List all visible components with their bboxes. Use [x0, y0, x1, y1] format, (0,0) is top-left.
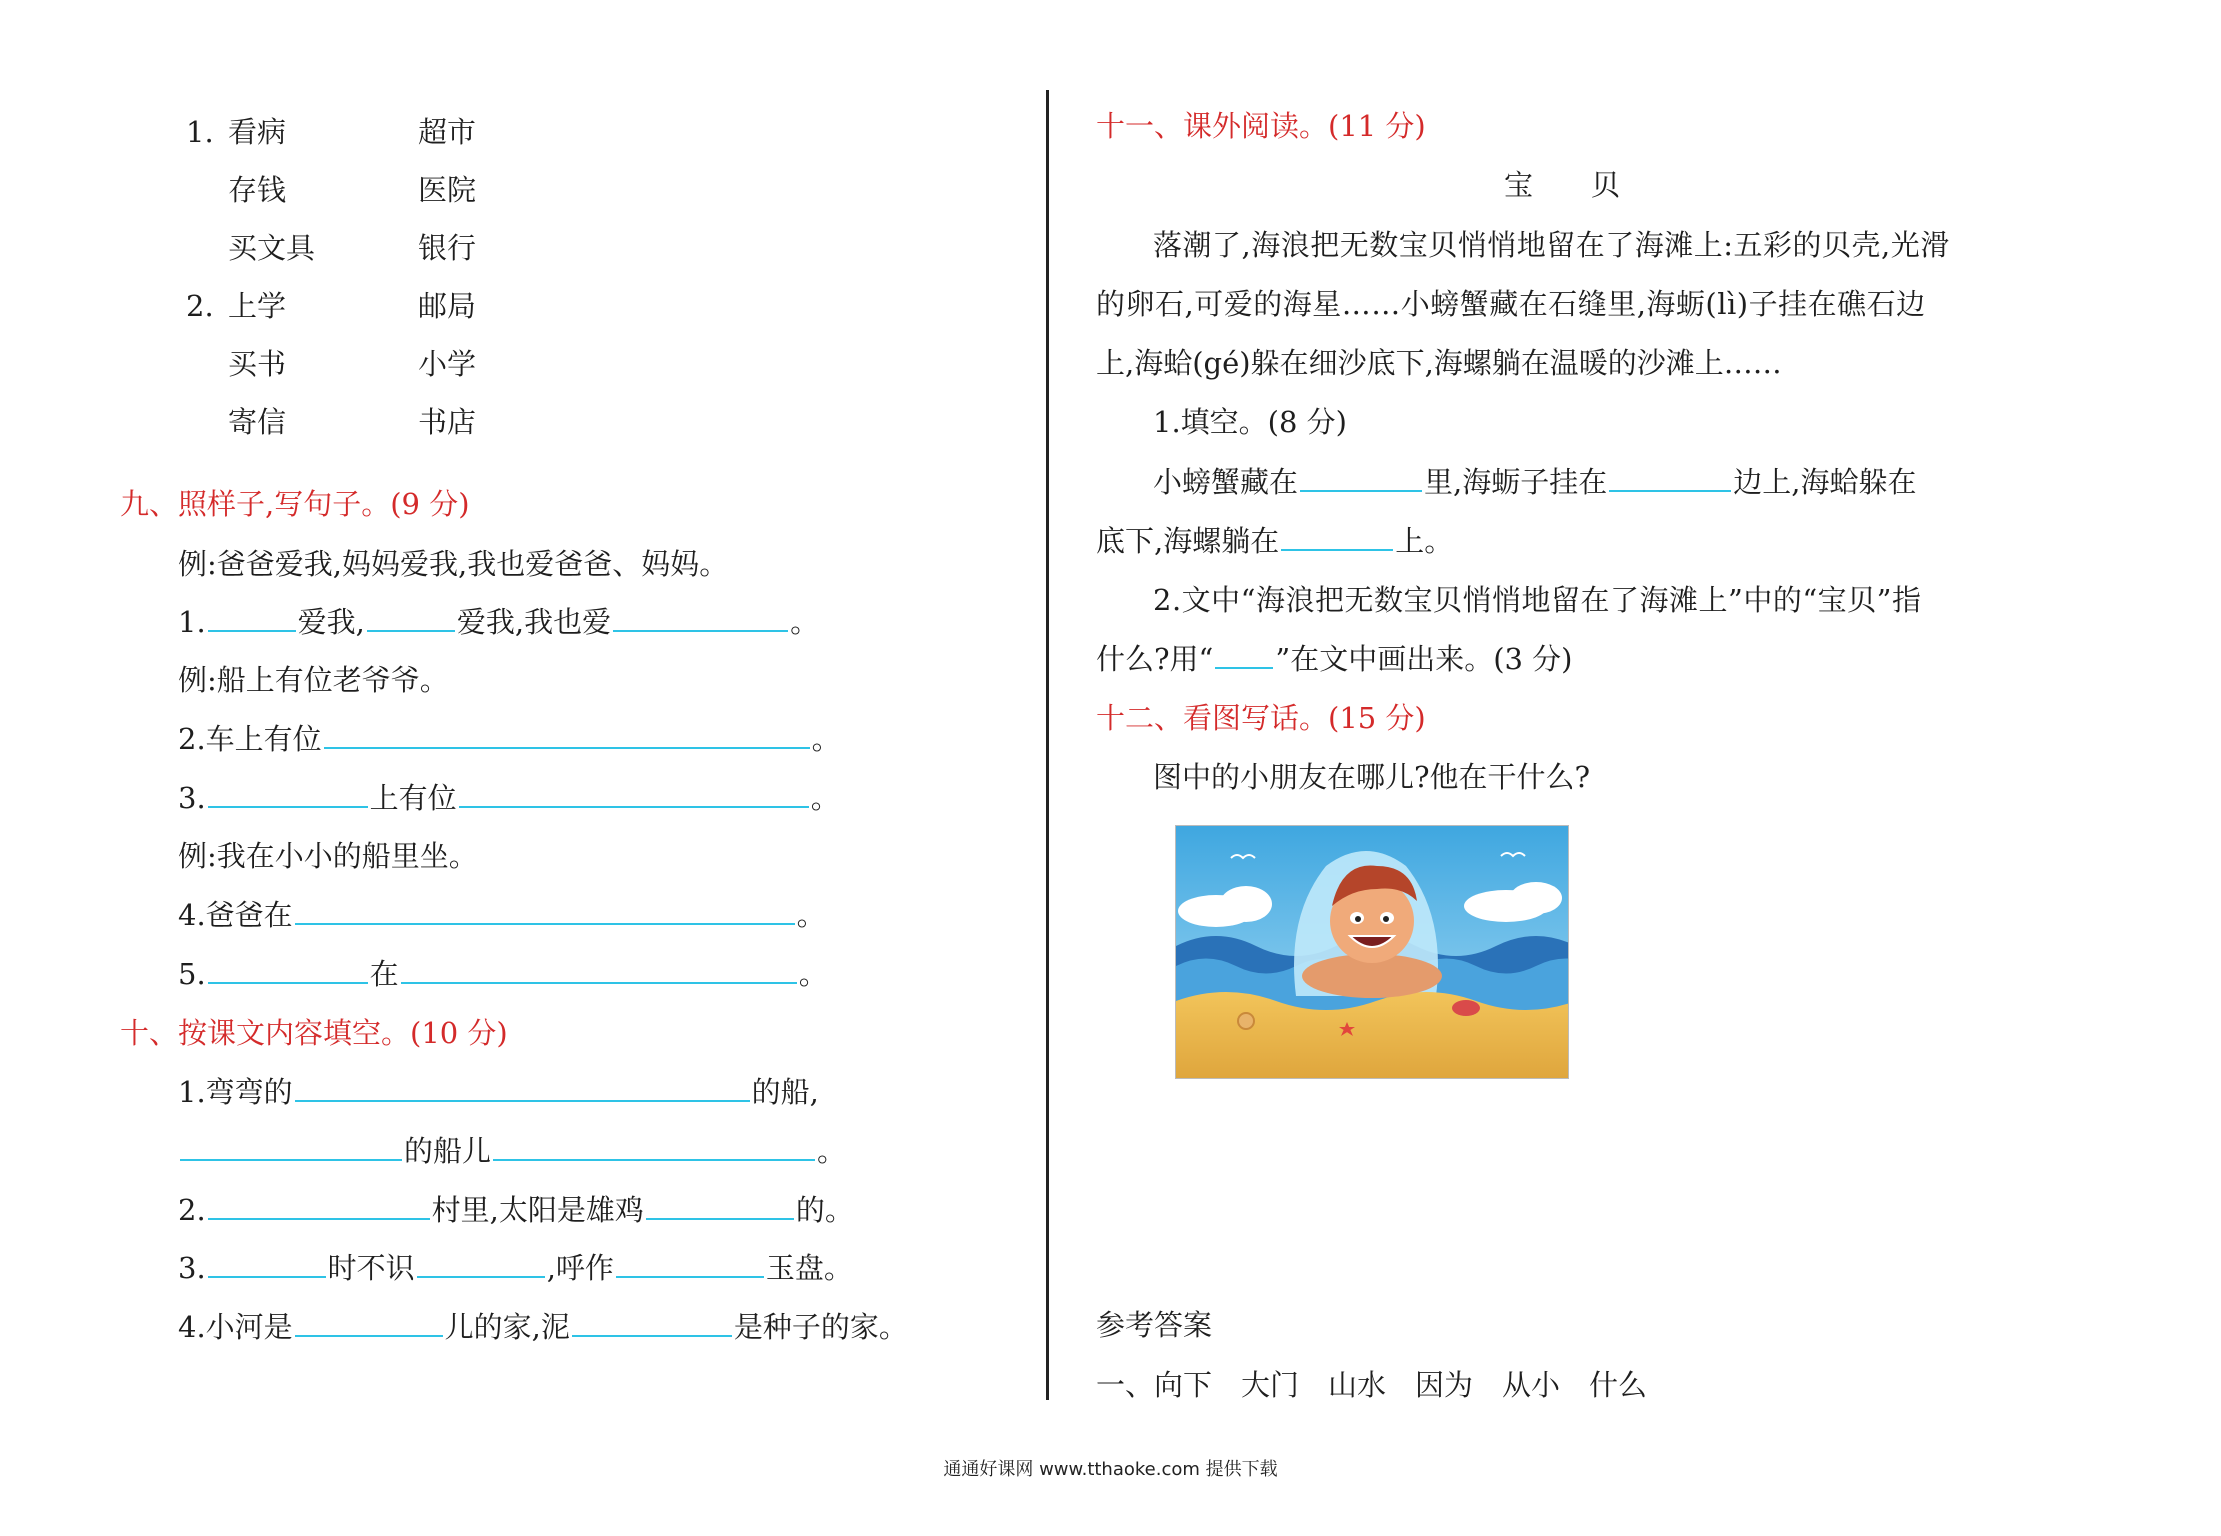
match-left-item: 买文具 [228, 231, 316, 265]
match-right-item: 书店 [418, 405, 477, 439]
beach-boy-illustration [1175, 825, 1569, 1079]
question-10-1a: 1.弯弯的 的船, [178, 1075, 819, 1109]
example-2: 例:船上有位老爷爷。 [178, 663, 449, 697]
question-9-3: 3. 上有位 。 [178, 781, 840, 815]
story-paragraph-line-3: 上,海蛤(gé)躲在细沙底下,海螺躺在温暖的沙滩上…… [1096, 346, 1782, 380]
story-paragraph-line-1: 落潮了,海浪把无数宝贝悄悄地留在了海滩上:五彩的贝壳,光滑 [1153, 228, 1950, 262]
question-9-5: 5. 在 。 [178, 957, 828, 991]
match-left-item: 寄信 [228, 405, 287, 439]
question-10-4: 4.小河是 儿的家,泥 是种子的家。 [178, 1310, 908, 1344]
section-10-title: 十、按课文内容填空。(10 分) [120, 1016, 508, 1050]
footer-source: 通通好课网 www.tthaoke.com 提供下载 [943, 1459, 1278, 1480]
story-title: 宝 贝 [1504, 168, 1621, 202]
question-10-3: 3. 时不识 ,呼作 玉盘。 [178, 1251, 853, 1285]
question-10-1b: 的船儿 。 [178, 1133, 846, 1169]
match-num-1: 1. [186, 115, 214, 149]
right-column [1055, 0, 2221, 1480]
answers-title: 参考答案 [1096, 1308, 1213, 1342]
match-left-item: 买书 [228, 347, 287, 381]
shell [1452, 1000, 1480, 1016]
column-divider [1046, 90, 1049, 1400]
question-11-1-title: 1.填空。(8 分) [1153, 405, 1347, 439]
match-left-item: 看病 [228, 115, 287, 149]
match-right-item: 医院 [418, 173, 477, 207]
example-3: 例:我在小小的船里坐。 [178, 839, 478, 873]
section-12-prompt: 图中的小朋友在哪儿?他在干什么? [1153, 760, 1591, 794]
match-left-item: 上学 [228, 289, 287, 323]
section-11-title: 十一、课外阅读。(11 分) [1096, 109, 1426, 143]
question-9-1: 1. 爱我, 爱我,我也爱 。 [178, 605, 820, 639]
match-right-item: 银行 [418, 231, 477, 265]
section-9-title: 九、照样子,写句子。(9 分) [120, 487, 470, 521]
question-9-4: 4.爸爸在 。 [178, 898, 826, 932]
question-10-2: 2. 村里,太阳是雄鸡 的。 [178, 1193, 854, 1227]
question-11-2-line-1: 2.文中“海浪把无数宝贝悄悄地留在了海滩上”中的“宝贝”指 [1153, 583, 1922, 617]
question-11-1-line-2: 底下,海螺躺在 上。 [1096, 524, 1454, 558]
match-right-item: 小学 [418, 347, 477, 381]
question-9-2: 2.车上有位 。 [178, 722, 841, 756]
story-paragraph-line-2: 的卵石,可爱的海星……小螃蟹藏在石缝里,海蛎(lì)子挂在礁石边 [1096, 287, 1926, 321]
match-right-item: 超市 [418, 115, 477, 149]
question-11-2-line-2: 什么?用“ ”在文中画出来。(3 分) [1096, 642, 1573, 676]
section-12-title: 十二、看图写话。(15 分) [1096, 701, 1426, 735]
example-1: 例:爸爸爱我,妈妈爱我,我也爱爸爸、妈妈。 [178, 547, 729, 581]
left-column [0, 0, 1040, 1480]
match-num-2: 2. [186, 289, 214, 323]
answers-line-1: 一、向下 大门 山水 因为 从小 什么 [1096, 1368, 1648, 1402]
match-right-item: 邮局 [418, 289, 477, 323]
question-11-1-line-1: 小螃蟹藏在 里,海蛎子挂在 边上,海蛤躲在 [1153, 465, 1917, 499]
match-left-item: 存钱 [228, 173, 287, 207]
